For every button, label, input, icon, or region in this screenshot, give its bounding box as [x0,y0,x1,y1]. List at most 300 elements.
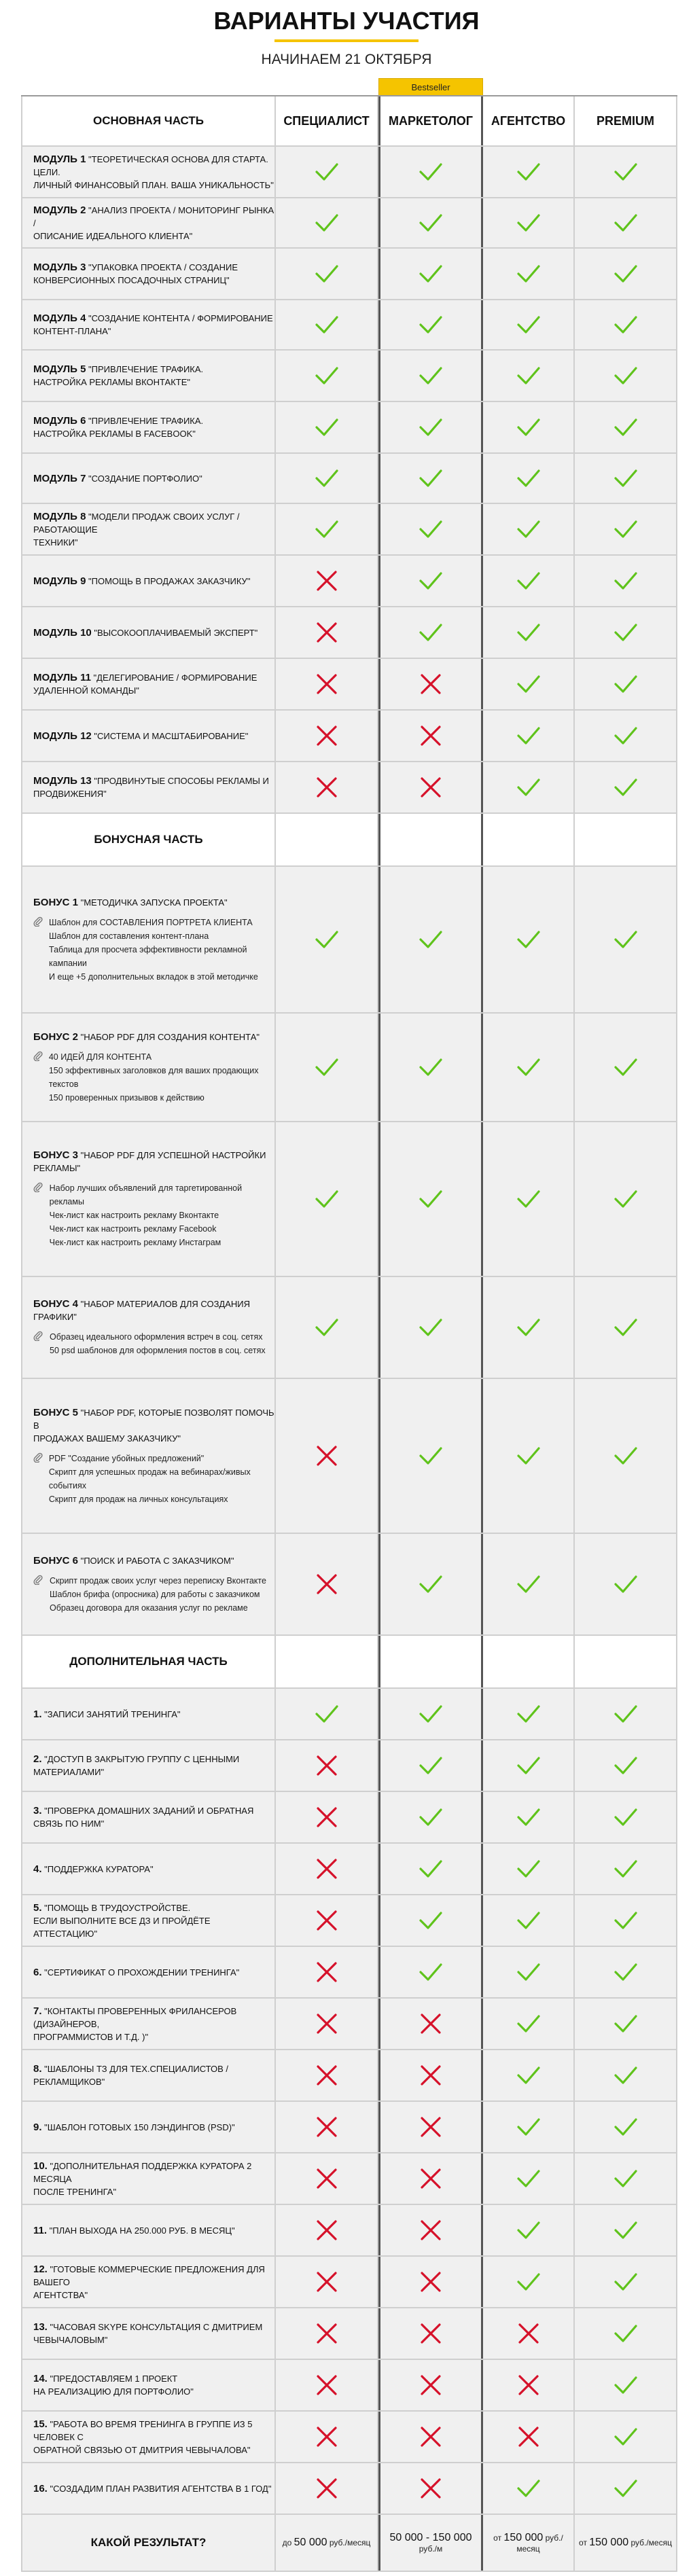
bonus-item: Шаблон для СОСТАВЛЕНИЯ ПОРТРЕТА КЛИЕНТА [49,917,253,927]
section-title: ДОПОЛНИТЕЛЬНАЯ ЧАСТЬ [21,1636,276,1687]
empty-cell [575,1636,677,1687]
bonus-item: Набор лучших объявлений для таргетированной рекламы [49,1183,243,1206]
bonus-name: "НАБОР МАТЕРИАЛОВ ДЛЯ СОЗДАНИЯ ГРАФИКИ" [33,1299,251,1322]
check-icon [419,1704,443,1724]
cross-icon [315,1961,338,1984]
cross-icon [315,2270,338,2293]
check-icon [419,264,443,284]
plan-cell [378,2360,483,2410]
result-price-cell [575,2515,677,2571]
check-icon [614,2220,638,2240]
cross-icon [419,2012,442,2035]
check-icon [516,1755,541,1776]
cross-icon [315,1573,338,1596]
plan-cell [378,1947,483,1997]
bonus-item: PDF "Создание убойных предложений" [48,1453,205,1463]
bonus-item: 150 проверенных призывов к действию [48,1092,205,1103]
bonus-items [49,916,274,984]
paperclip-icon [33,1181,46,1249]
price-suffix: руб./месяц [628,2538,672,2547]
bonus-contents [33,1181,274,1249]
plan-cell [575,2360,677,2410]
row-label-text [33,2418,274,2456]
row-label [21,2308,276,2359]
check-icon [614,1189,638,1209]
plan-cell [378,2257,483,2307]
extra-row [21,1792,677,1844]
row-title: "ПРЕДОСТАВЛЯЕМ 1 ПРОЕКТ [47,2374,178,2384]
plan-cell [276,2308,378,2359]
price-amount: 150 000 [503,2532,544,2543]
plan-cell [575,454,677,503]
row-title: "ДОПОЛНИТЕЛЬНАЯ ПОДДЕРЖКА КУРАТОРА 2 МЕСЯЦА [33,2160,252,2184]
module-row [21,607,677,659]
check-icon [614,2375,638,2395]
row-number: МОДУЛЬ 7 [33,472,86,484]
check-icon [315,1317,339,1338]
row-title: "ГОТОВЫЕ КОММЕРЧЕСКИЕ ПРЕДЛОЖЕНИЯ ДЛЯ ВАШЕГО [33,2264,265,2287]
plan-cell [575,2412,677,2462]
row-title: "АНАЛИЗ ПРОЕКТА / МОНИТОРИНГ РЫНКА / [33,204,274,228]
module-row [21,249,677,300]
row-label-text [33,2224,235,2237]
plan-cell [575,1379,677,1533]
plan-cell [276,2102,378,2152]
row-number: МОДУЛЬ 9 [33,575,86,587]
cross-icon [419,2167,442,2190]
plan-cell [483,2360,575,2410]
plan-cell [575,1947,677,1997]
cross-icon [419,2115,442,2139]
row-title: "СОЗДАДИМ ПЛАН РАЗВИТИЯ АГЕНТСТВА В 1 ГОД" [47,2483,272,2494]
row-title: "ПРИВЛЕЧЕНИЕ ТРАФИКА. [86,364,204,374]
row-label [21,711,276,761]
row-label-text [33,153,274,192]
row-label-text [33,261,238,287]
plan-cell [378,2102,483,2152]
plan-cell [575,2102,677,2152]
column-header-plan [276,96,378,145]
row-label [21,762,276,812]
bonus-label [21,1122,276,1276]
check-icon [516,571,541,591]
check-icon [516,1317,541,1338]
paperclip-icon [33,916,45,984]
plan-cell [483,659,575,709]
check-icon [516,674,541,694]
module-row [21,556,677,607]
row-title: "ПОДДЕРЖКА КУРАТОРА" [41,1863,154,1874]
check-icon [419,1755,443,1776]
plan-cell [483,2102,575,2152]
bonus-item: Шаблон для составления контент-плана [49,931,209,941]
row-title-cont: ТЕХНИКИ" [33,537,78,548]
plan-cell [575,711,677,761]
plan-cell [276,711,378,761]
row-number: МОДУЛЬ 2 [33,204,86,216]
plan-cell [276,454,378,503]
cross-icon [315,776,338,799]
bonus-items [50,1181,274,1249]
check-icon [419,1859,443,1879]
plan-cell [276,1844,378,1894]
row-label-text [33,2372,194,2398]
cross-icon [419,2374,442,2397]
plan-cell [378,1534,483,1634]
row-label-text [33,204,274,243]
check-icon [315,1704,339,1724]
row-title: "ПЛАН ВЫХОДА НА 250.000 РУБ. В МЕСЯЦ" [47,2225,235,2236]
cross-icon [517,2322,540,2345]
bonus-row [21,1379,677,1534]
bonus-item: Образец договора для оказания услуг по рекламе [50,1603,248,1613]
empty-cell [483,1636,575,1687]
plan-cell [483,1379,575,1533]
plan-cell [276,2463,378,2514]
plan-cell [575,607,677,658]
plan-cell [378,1740,483,1791]
row-label-text [33,472,202,485]
row-label [21,556,276,606]
row-title: "СОЗДАНИЕ КОНТЕНТА / ФОРМИРОВАНИЕ [86,313,273,323]
plan-name: МАРКЕТОЛОГ [389,113,473,128]
plan-cell [483,504,575,554]
empty-cell [378,814,483,865]
bonus-contents [33,1574,266,1615]
plan-cell [378,607,483,658]
check-icon [516,777,541,798]
row-title-cont: СВЯЗЬ ПО НИМ" [33,1819,105,1829]
module-row [21,762,677,814]
bonus-name: "ПОИСК И РАБОТА С ЗАКАЗЧИКОМ" [77,1555,234,1566]
row-label [21,1999,276,2049]
result-price-cell [483,2515,575,2571]
bonus-item: 40 ИДЕЙ ДЛЯ КОНТЕНТА [48,1052,152,1062]
row-number: 9. [33,2121,42,2133]
row-title: "ЗАПИСИ ЗАНЯТИЙ ТРЕНИНГА" [41,1709,181,1719]
plan-cell [483,402,575,452]
bonus-number: БОНУС 4 [33,1298,78,1310]
bonus-contents [33,1330,266,1357]
plan-cell [483,762,575,812]
plan-cell [483,249,575,299]
row-label [21,504,276,554]
extra-row [21,2412,677,2463]
row-label-text [33,312,273,338]
row-label [21,607,276,658]
plan-cell [575,2050,677,2100]
bonus-items [49,1050,274,1105]
plan-cell [378,198,483,247]
bonus-items [49,1452,274,1506]
cross-icon [315,2064,338,2087]
cross-icon [315,1444,338,1467]
plan-cell [276,2050,378,2100]
plan-cell [483,2257,575,2307]
bonus-item: Чек-лист как настроить рекламу Инстаграм [49,1238,221,1247]
extra-row [21,1999,677,2050]
row-label-text [33,1708,181,1721]
row-label-text [33,2482,271,2495]
row-number: 12. [33,2263,48,2275]
plan-cell [378,504,483,554]
plan-cell [483,1689,575,1739]
plan-cell [575,1689,677,1739]
cross-icon [419,2270,442,2293]
row-label-text [33,1863,154,1876]
row-title: "СОЗДАНИЕ ПОРТФОЛИО" [86,473,202,484]
row-label-text [33,774,269,800]
plan-cell [378,454,483,503]
plan-cell [276,659,378,709]
row-number: 7. [33,2005,42,2017]
bonus-item: Образец идеального оформления встреч в соц. сетях [50,1332,263,1342]
check-icon [315,264,339,284]
extra-row [21,2102,677,2153]
check-icon [315,468,339,488]
column-header-main: ОСНОВНАЯ ЧАСТЬ [21,96,276,145]
table-header-row [21,95,677,147]
check-icon [419,1057,443,1077]
price-text [380,2532,481,2554]
row-label-text [33,2121,235,2134]
plan-cell [575,1534,677,1634]
plan-cell [276,1740,378,1791]
row-number: МОДУЛЬ 10 [33,626,92,639]
plan-cell [378,402,483,452]
bonus-number: БОНУС 1 [33,896,78,908]
bonus-name: "НАБОР PDF ДЛЯ УСПЕШНОЙ НАСТРОЙКИ [77,1150,266,1160]
check-icon [419,1189,443,1209]
check-icon [315,365,339,386]
check-icon [516,1574,541,1594]
plan-cell [378,2153,483,2204]
empty-cell [575,814,677,865]
price-text [579,2537,672,2549]
plan-cell [575,2153,677,2204]
cross-icon [419,2322,442,2345]
plan-cell [483,2153,575,2204]
check-icon [419,1910,443,1931]
check-icon [315,315,339,335]
cross-icon [419,2219,442,2242]
row-label [21,1895,276,1946]
check-icon [614,2117,638,2137]
check-icon [315,1057,339,1077]
cross-icon [419,2477,442,2500]
row-number: МОДУЛЬ 3 [33,262,86,273]
row-number: 8. [33,2063,42,2075]
check-icon [516,468,541,488]
plan-cell [483,1534,575,1634]
cross-icon [315,2322,338,2345]
check-icon [614,2168,638,2189]
row-label [21,2463,276,2514]
row-title: "СЕРТИФИКАТ О ПРОХОЖДЕНИИ ТРЕНИНГА" [41,1967,240,1978]
plan-cell [378,249,483,299]
plan-cell [575,249,677,299]
plan-cell [276,198,378,247]
plan-cell [575,504,677,554]
row-number: 11. [33,2224,48,2236]
check-icon [614,2272,638,2292]
plan-cell [378,1014,483,1121]
module-row [21,504,677,556]
row-label [21,1740,276,1791]
plan-cell [276,1947,378,1997]
check-icon [614,571,638,591]
plan-cell [276,1792,378,1842]
row-number: 16. [33,2482,48,2494]
check-icon [315,1189,339,1209]
check-icon [419,1962,443,1982]
plan-cell [575,762,677,812]
plan-cell [483,2205,575,2255]
cross-icon [315,724,338,747]
row-number: МОДУЛЬ 6 [33,415,86,427]
row-label-text [33,730,248,743]
bonus-row [21,1277,677,1379]
extra-row [21,2308,677,2360]
row-label [21,147,276,197]
check-icon [419,315,443,335]
plan-cell [378,1895,483,1946]
bonus-item: Скрипт для успешных продаж на вебинарах/живых событиях [48,1467,251,1490]
bonus-number: БОНУС 5 [33,1406,78,1418]
cross-icon [419,2425,442,2448]
plan-cell [276,1122,378,1276]
row-label [21,1844,276,1894]
plan-cell [276,2153,378,2204]
cross-icon [315,1909,338,1932]
row-title-cont: НА РЕАЛИЗАЦИЮ ДЛЯ ПОРТФОЛИО" [33,2386,194,2397]
row-title-cont: НАСТРОЙКА РЕКЛАМЫ ВКОНТАКТЕ" [33,377,191,387]
check-icon [614,162,638,182]
check-icon [516,264,541,284]
check-icon [419,571,443,591]
row-label [21,2050,276,2100]
section-title: БОНУСНАЯ ЧАСТЬ [21,814,276,865]
module-row [21,402,677,454]
extra-section-row [21,1636,677,1689]
check-icon [516,2014,541,2034]
plan-cell [483,1844,575,1894]
plan-cell [575,1122,677,1276]
row-label [21,1947,276,1997]
check-icon [614,1317,638,1338]
check-icon [516,726,541,746]
row-number: 6. [33,1966,42,1978]
extra-row [21,1844,677,1895]
row-title-cont: КОНВЕРСИОННЫХ ПОСАДОЧНЫХ СТРАНИЦ" [33,275,230,285]
bonus-item: И еще +5 дополнительных вкладок в этой методичке [49,971,258,982]
check-icon [516,162,541,182]
cross-icon [315,673,338,696]
plan-cell [378,2205,483,2255]
plan-cell [276,2257,378,2307]
plan-cell [378,1277,483,1378]
bonus-title [33,896,228,909]
row-title-cont: МАТЕРИАЛАМИ" [33,1767,105,1777]
plan-cell [378,659,483,709]
bonus-label [21,1014,276,1121]
paperclip-icon [33,1050,45,1105]
bonus-name: "НАБОР PDF ДЛЯ СОЗДАНИЯ КОНТЕНТА" [77,1031,260,1042]
check-icon [614,726,638,746]
row-title-cont: ОБРАТНОЙ СВЯЗЬЮ ОТ ДМИТРИЯ ЧЕВЫЧАЛОВА" [33,2444,251,2455]
extra-row [21,1895,677,1947]
plan-cell [575,1792,677,1842]
check-icon [516,2168,541,2189]
check-icon [419,1807,443,1827]
plan-cell [483,300,575,349]
plan-cell [378,1999,483,2049]
bonus-section-row [21,814,677,867]
plan-cell [378,2308,483,2359]
price-text [283,2537,371,2549]
empty-cell [483,814,575,865]
plan-cell [575,198,677,247]
bonus-name-cont: РЕКЛАМЫ" [33,1163,81,1173]
bonus-title [33,1031,260,1043]
plan-cell [378,2412,483,2462]
row-label-text [33,2005,274,2043]
row-label-text [33,1804,253,1830]
plan-cell [483,711,575,761]
price-amount: 50 000 - 150 000 [389,2532,472,2543]
bonus-number: БОНУС 2 [33,1031,78,1043]
check-icon [419,1317,443,1338]
row-title: "ШАБЛОНЫ ТЗ ДЛЯ ТЕХ.СПЕЦИАЛИСТОВ / [41,2064,229,2074]
check-icon [614,1962,638,1982]
row-title-cont: ПОСЛЕ ТРЕНИНГА" [33,2186,117,2197]
bonus-item: Таблица для просчета эффективности рекламной кампании [49,944,247,968]
module-row [21,711,677,762]
check-icon [614,777,638,798]
row-number: МОДУЛЬ 8 [33,510,86,522]
plan-cell [378,1379,483,1533]
plan-cell [575,1895,677,1946]
plan-cell [276,1014,378,1121]
check-icon [516,2220,541,2240]
check-icon [516,2065,541,2086]
row-title: "ШАБЛОН ГОТОВЫХ 150 ЛЭНДИНГОВ (PSD)" [41,2122,235,2132]
row-number: МОДУЛЬ 13 [33,775,92,787]
plan-cell [483,556,575,606]
check-icon [614,365,638,386]
check-icon [614,1755,638,1776]
check-icon [614,1574,638,1594]
plan-cell [276,1379,378,1533]
extra-row [21,1947,677,1999]
row-label-text [33,575,250,588]
bonus-name: "НАБОР PDF, КОТОРЫЕ ПОЗВОЛЯТ ПОМОЧЬ В [33,1407,274,1431]
row-label-text [33,363,203,389]
row-label-text [33,2062,228,2088]
bonus-contents [33,1452,274,1506]
result-price-cell [276,2515,378,2571]
row-number: 10. [33,2160,48,2172]
plan-cell [483,2463,575,2514]
plan-cell [378,351,483,401]
row-label [21,454,276,503]
row-number: 15. [33,2418,48,2430]
plan-cell [378,762,483,812]
row-title: "ПРОДВИНУТЫЕ СПОСОБЫ РЕКЛАМЫ И [91,776,269,786]
check-icon [419,1574,443,1594]
row-label [21,2360,276,2410]
row-label-text [33,414,203,440]
